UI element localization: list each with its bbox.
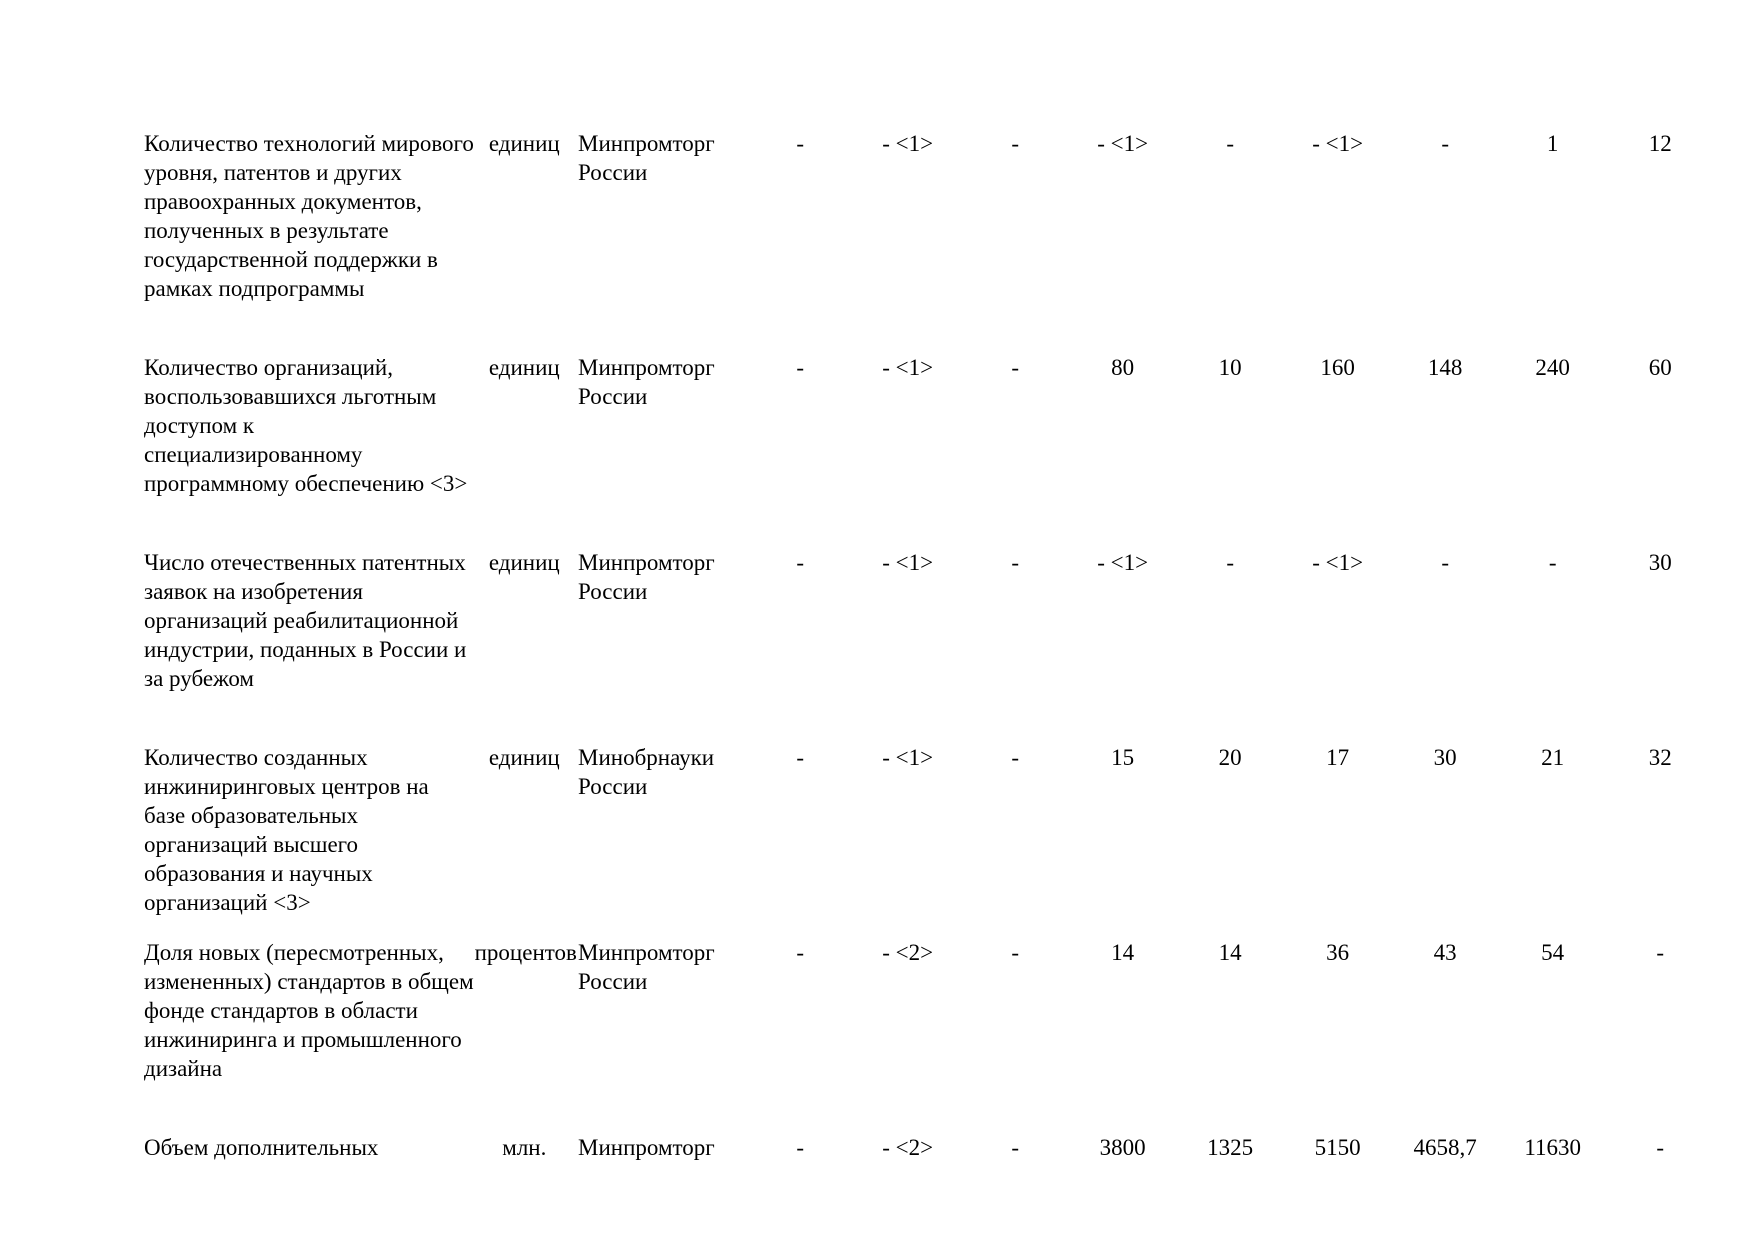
indicator-value: - — [1441, 131, 1449, 156]
indicator-value: 32 — [1648, 745, 1672, 770]
indicator-value: 1325 — [1207, 1135, 1254, 1160]
indicator-value: - — [1226, 131, 1234, 156]
responsible-authority: Минпромторг России — [578, 550, 715, 604]
indicator-value: - <1> — [882, 550, 934, 575]
indicator-value: 11630 — [1524, 1135, 1581, 1160]
indicator-value: 21 — [1541, 745, 1565, 770]
indicator-name: Доля новых (пересмотренных, измененных) стандартов в общем фонде стандартов в области инжиниринга и промышленного дизайна — [144, 940, 474, 1081]
indicator-value: - — [796, 1135, 804, 1160]
indicator-value: 43 — [1433, 940, 1457, 965]
indicator-value: 10 — [1218, 355, 1242, 380]
responsible-authority: Минпромторг России — [578, 940, 715, 994]
table-row — [144, 353, 1714, 548]
indicator-value: - — [796, 131, 804, 156]
indicator-value: - — [1011, 550, 1019, 575]
indicator-value: 30 — [1433, 745, 1457, 770]
indicator-value: - — [1011, 745, 1019, 770]
indicator-value: - <1> — [882, 355, 934, 380]
indicator-value: - — [796, 355, 804, 380]
indicator-value: - — [1011, 355, 1019, 380]
indicator-value: 54 — [1541, 940, 1565, 965]
indicator-value: - — [1656, 1135, 1665, 1160]
indicator-value: - <2> — [882, 1135, 934, 1160]
indicator-value: 36 — [1326, 940, 1350, 965]
indicator-value: 14 — [1218, 940, 1242, 965]
indicator-name: Объем дополнительных — [144, 1135, 379, 1160]
indicator-unit: процентов — [474, 940, 577, 965]
table-row — [144, 1133, 1714, 1193]
indicator-value: 17 — [1326, 745, 1350, 770]
indicator-value: 60 — [1648, 355, 1672, 380]
indicator-value: 12 — [1648, 131, 1672, 156]
indicator-name: Количество технологий мирового уровня, патентов и других правоохранных документов, полученных в результате государственной поддержки в рамках подпрограммы — [144, 131, 474, 301]
indicators-table — [144, 129, 1714, 1193]
responsible-authority: Минпромторг России — [578, 355, 715, 409]
indicator-value: 4658,7 — [1413, 1135, 1477, 1160]
indicator-value: 80 — [1111, 355, 1135, 380]
indicator-value: - — [796, 550, 804, 575]
responsible-authority: Минпромторг — [578, 1135, 715, 1160]
indicator-name: Число отечественных патентных заявок на изобретения организаций реабилитационной индустрии, поданных в России и за рубежом — [144, 550, 467, 691]
indicator-value: 160 — [1320, 355, 1355, 380]
indicator-value: - — [796, 745, 804, 770]
indicator-value: - — [1011, 131, 1019, 156]
indicator-name: Количество созданных инжиниринговых центров на базе образовательных организаций высшего образования и научных организаций <3> — [144, 745, 429, 915]
indicator-value: - <1> — [882, 131, 934, 156]
indicator-value: - — [1548, 550, 1557, 575]
indicator-value: - — [796, 940, 804, 965]
indicator-value: 1 — [1546, 131, 1559, 156]
table-body — [144, 129, 1714, 1193]
indicator-value: - <1> — [1097, 550, 1149, 575]
indicator-unit: млн. — [502, 1135, 547, 1160]
responsible-authority: Минпромторг России — [578, 131, 715, 185]
indicator-unit: единиц — [488, 745, 560, 770]
indicator-value: 30 — [1648, 550, 1672, 575]
indicator-value: 14 — [1111, 940, 1135, 965]
indicator-value: - <1> — [1312, 550, 1364, 575]
indicator-value: - <1> — [1312, 131, 1364, 156]
indicator-value: 5150 — [1314, 1135, 1361, 1160]
table-row — [144, 129, 1714, 353]
table-row — [144, 548, 1714, 743]
indicator-value: - — [1011, 940, 1019, 965]
indicator-value: - <1> — [1097, 131, 1149, 156]
indicator-value: 148 — [1427, 355, 1463, 380]
indicator-value: - — [1011, 1135, 1019, 1160]
indicator-value: - <1> — [882, 745, 934, 770]
indicator-unit: единиц — [488, 131, 560, 156]
responsible-authority: Минобрнауки России — [578, 745, 715, 799]
table-row — [144, 743, 1714, 938]
indicator-value: 20 — [1218, 745, 1242, 770]
indicator-value: 15 — [1111, 745, 1135, 770]
indicator-value: 3800 — [1099, 1135, 1146, 1160]
indicator-unit: единиц — [488, 355, 560, 380]
indicator-value: - — [1656, 940, 1665, 965]
table-row — [144, 938, 1714, 1133]
indicator-value: 240 — [1535, 355, 1570, 380]
indicator-unit: единиц — [488, 550, 560, 575]
indicator-name: Количество организаций, воспользовавшихся льготным доступом к специализированному программному обеспечению <3> — [144, 355, 468, 496]
indicator-value: - <2> — [882, 940, 934, 965]
indicator-value: - — [1226, 550, 1234, 575]
indicator-value: - — [1441, 550, 1449, 575]
